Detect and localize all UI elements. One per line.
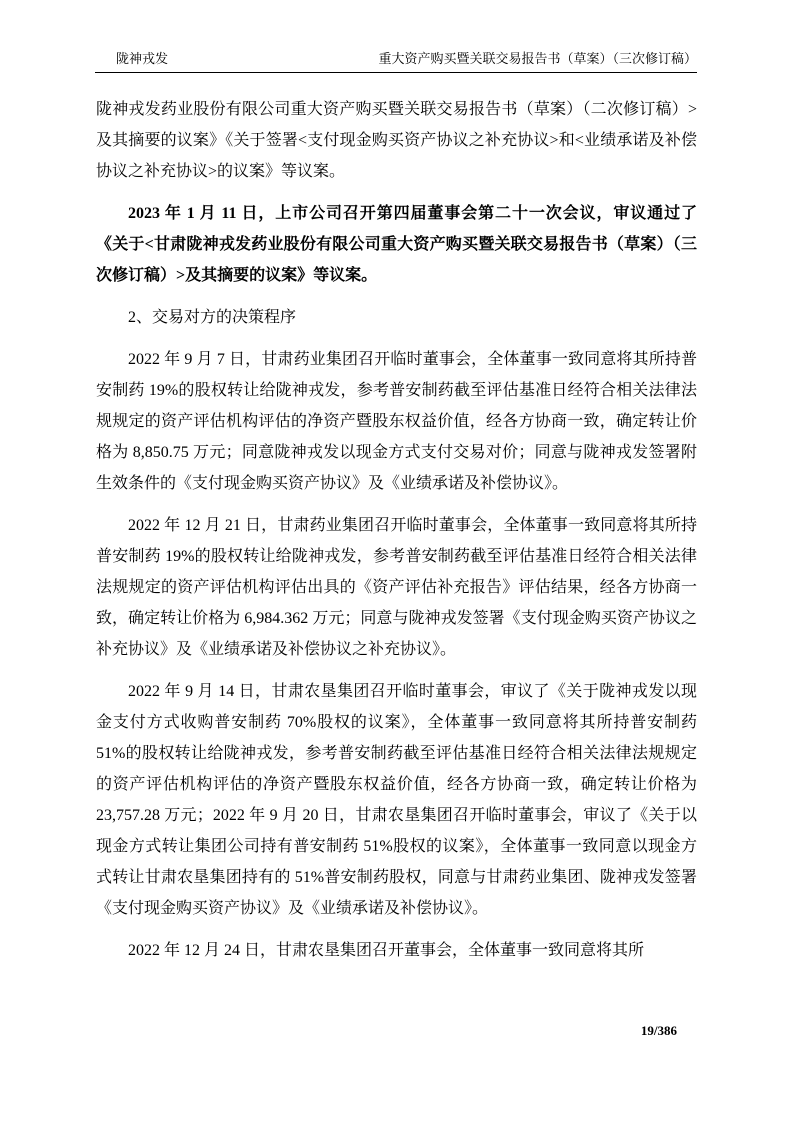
paragraph-pharma-group-board-2022-09-07: 2022 年 9 月 7 日，甘肃药业集团召开临时董事会，全体董事一致同意将其所持普安制药 19%的股权转让给陇神戎发，参考普安制药截至评估基准日经符合相关法律法规规定的资产评估机构评估的净资产暨股东权益价值，经各方协商一致，确定转让价格为 8,850.75 万元；同意陇神戎发以现金方式支付交易对价；同意与陇神戎发签署附生效条件的《支付现金购买资产协议》及《业绩承诺及补偿协议》。	[96, 351, 697, 492]
paragraph-carryover-proposals: 陇神戎发药业股份有限公司重大资产购买暨关联交易报告书（草案）（二次修订稿）>及其摘要的议案》《关于签署<支付现金购买资产协议之补充协议>和<业绩承诺及补偿协议之补充协议>的议案》等议案。	[96, 101, 697, 180]
document-body	[96, 94, 697, 977]
header-company-short-name: 陇神戎发	[116, 51, 169, 66]
paragraph-pharma-group-board-2022-12-21: 2022 年 12 月 21 日，甘肃药业集团召开临时董事会，全体董事一致同意将其所持普安制药 19%的股权转让给陇神戎发，参考普安制药截至评估基准日经符合相关法律法规规定的资产评估机构评估出具的《资产评估补充报告》评估结果，经各方协商一致，确定转让价格为 6,984.362 万元；同意与陇神戎发签署《支付现金购买资产协议之补充协议》及《业绩承诺及补偿协议之补充协议》。	[96, 517, 697, 658]
paragraph-nongken-group-board-2022-09-14: 2022 年 9 月 14 日，甘肃农垦集团召开临时董事会，审议了《关于陇神戎发以现金支付方式收购普安制药 70%股权的议案》，全体董事一致同意将其所持普安制药 51%的股权转让给陇神戎发，参考普安制药截至评估基准日经符合相关法律法规规定的资产评估机构评估的净资产暨股东权益价值，经各方协商一致，确定转让价格为 23,757.28 万元；2022 年 9 月 20 日，甘肃农垦集团召开临时董事会，审议了《关于以现金方式转让集团公司持有普安制药 51%股权的议案》，全体董事一致同意以现金方式转让甘肃农垦集团持有的 51%普安制药股权，同意与甘肃药业集团、陇神戎发签署《支付现金购买资产协议》及《业绩承诺及补偿协议》。	[96, 683, 697, 917]
page-number: 19/386	[640, 1023, 677, 1038]
paragraph-board-meeting-2023-01-11: 2023 年 1 月 11 日，上市公司召开第四届董事会第二十一次会议，审议通过了《关于<甘肃陇神戎发药业股份有限公司重大资产购买暨关联交易报告书（草案）（三次修订稿）>及其摘要的议案》等议案。	[96, 205, 697, 284]
section-heading-counterparty-decision-procedures: 2、交易对方的决策程序	[128, 309, 297, 326]
paragraph-nongken-group-board-2022-12-24: 2022 年 12 月 24 日，甘肃农垦集团召开董事会，全体董事一致同意将其所	[128, 942, 645, 959]
header-report-title: 重大资产购买暨关联交易报告书（草案）（三次修订稿）	[378, 51, 697, 66]
page-header	[95, 50, 697, 73]
